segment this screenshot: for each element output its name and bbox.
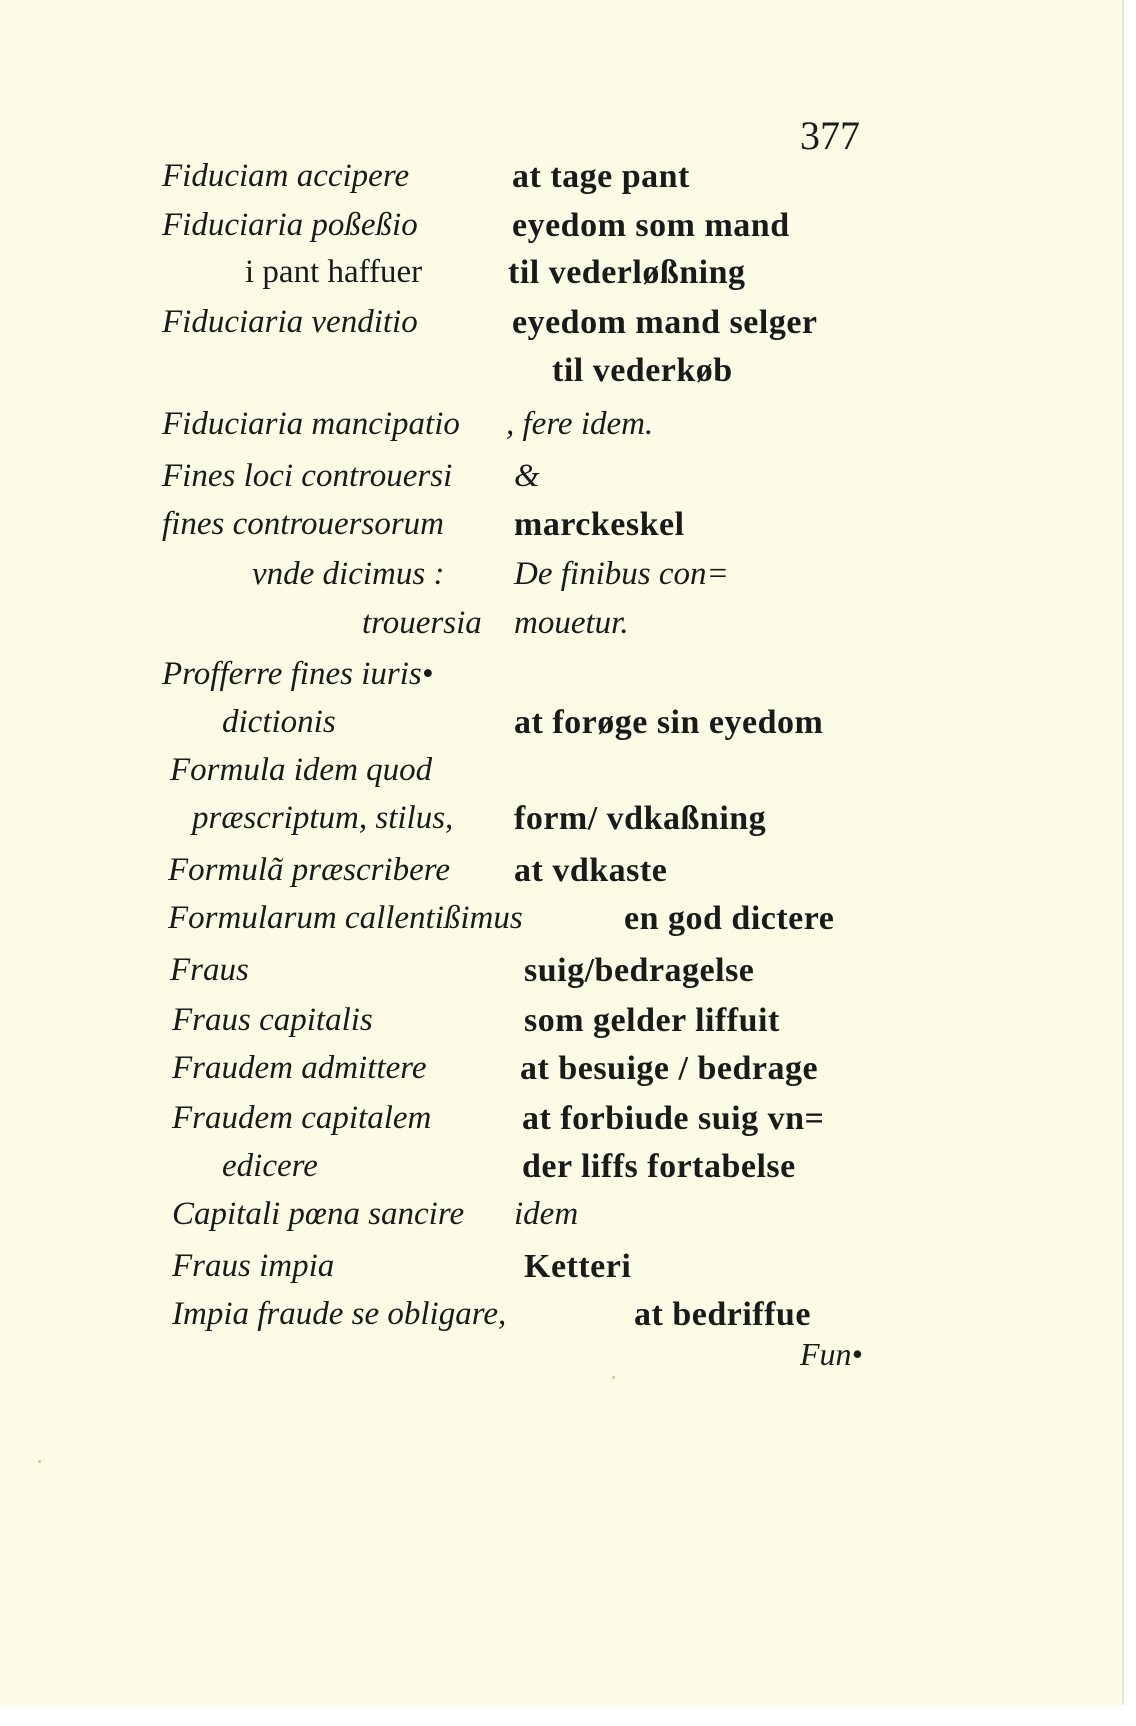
danish-gloss: mouetur. bbox=[514, 605, 629, 641]
latin-term: i pant haffuer bbox=[245, 254, 423, 290]
latin-term: Fraus capitalis bbox=[172, 1002, 373, 1038]
danish-gloss: idem bbox=[514, 1196, 579, 1232]
danish-gloss: at forøge sin eyedom bbox=[514, 704, 824, 741]
latin-term: Impia fraude se obligare, bbox=[172, 1296, 507, 1332]
latin-term: trouersia bbox=[362, 605, 482, 641]
latin-term: Capitali pœna sancire bbox=[172, 1196, 465, 1232]
danish-gloss: som gelder liffuit bbox=[524, 1002, 780, 1039]
danish-gloss: & bbox=[514, 458, 540, 494]
latin-term: edicere bbox=[222, 1148, 318, 1184]
latin-term: Fraudem admittere bbox=[172, 1050, 427, 1086]
danish-gloss: form/ vdkaßning bbox=[514, 800, 767, 837]
latin-term: Fraus bbox=[170, 952, 249, 988]
danish-gloss: at tage pant bbox=[512, 158, 690, 195]
latin-term: Fiduciaria venditio bbox=[162, 304, 418, 340]
catchword: Fun• bbox=[800, 1336, 863, 1372]
danish-gloss: til vederkøb bbox=[552, 352, 733, 389]
danish-gloss: at forbiude suig vn= bbox=[522, 1100, 825, 1137]
danish-gloss: at bedriffue bbox=[634, 1296, 811, 1333]
latin-term: fines controuersorum bbox=[162, 506, 445, 542]
latin-term: præscriptum, stilus, bbox=[192, 800, 454, 836]
latin-term: Fraudem capitalem bbox=[172, 1100, 432, 1136]
page-number: 377 bbox=[800, 113, 860, 158]
danish-gloss: marckeskel bbox=[514, 506, 685, 543]
danish-gloss: en god dictere bbox=[624, 900, 835, 937]
latin-term: Fiduciam accipere bbox=[162, 158, 410, 194]
danish-gloss: Ketteri bbox=[524, 1248, 632, 1285]
latin-term: Profferre fines iuris• bbox=[162, 656, 434, 692]
danish-gloss: der liffs fortabelse bbox=[522, 1148, 796, 1185]
scan-margin-right bbox=[1124, 0, 1136, 1726]
danish-gloss: at vdkaste bbox=[514, 852, 668, 889]
danish-gloss: De finibus con= bbox=[514, 556, 729, 592]
scan-margin-bottom bbox=[0, 1705, 1136, 1726]
latin-term: vnde dicimus : bbox=[252, 556, 445, 592]
latin-term: Formularum callentißimus bbox=[168, 900, 523, 936]
danish-gloss: eyedom som mand bbox=[512, 207, 790, 244]
paper-speck bbox=[612, 1376, 615, 1379]
danish-gloss: eyedom mand selger bbox=[512, 304, 818, 341]
latin-term: Formulã præscribere bbox=[168, 852, 451, 888]
danish-gloss: suig/bedragelse bbox=[524, 952, 755, 989]
danish-gloss: , fere idem. bbox=[506, 406, 654, 442]
latin-term: Fiduciaria poßeßio bbox=[162, 207, 418, 243]
paper-speck bbox=[38, 1460, 41, 1463]
danish-gloss: at besuige / bedrage bbox=[520, 1050, 819, 1087]
danish-gloss: til vederløßning bbox=[508, 254, 746, 291]
latin-term: dictionis bbox=[222, 704, 336, 740]
latin-term: Formula idem quod bbox=[170, 752, 433, 788]
latin-term: Fraus impia bbox=[172, 1248, 335, 1284]
latin-term: Fiduciaria mancipatio bbox=[162, 406, 460, 442]
latin-term: Fines loci controuersi bbox=[162, 458, 453, 494]
